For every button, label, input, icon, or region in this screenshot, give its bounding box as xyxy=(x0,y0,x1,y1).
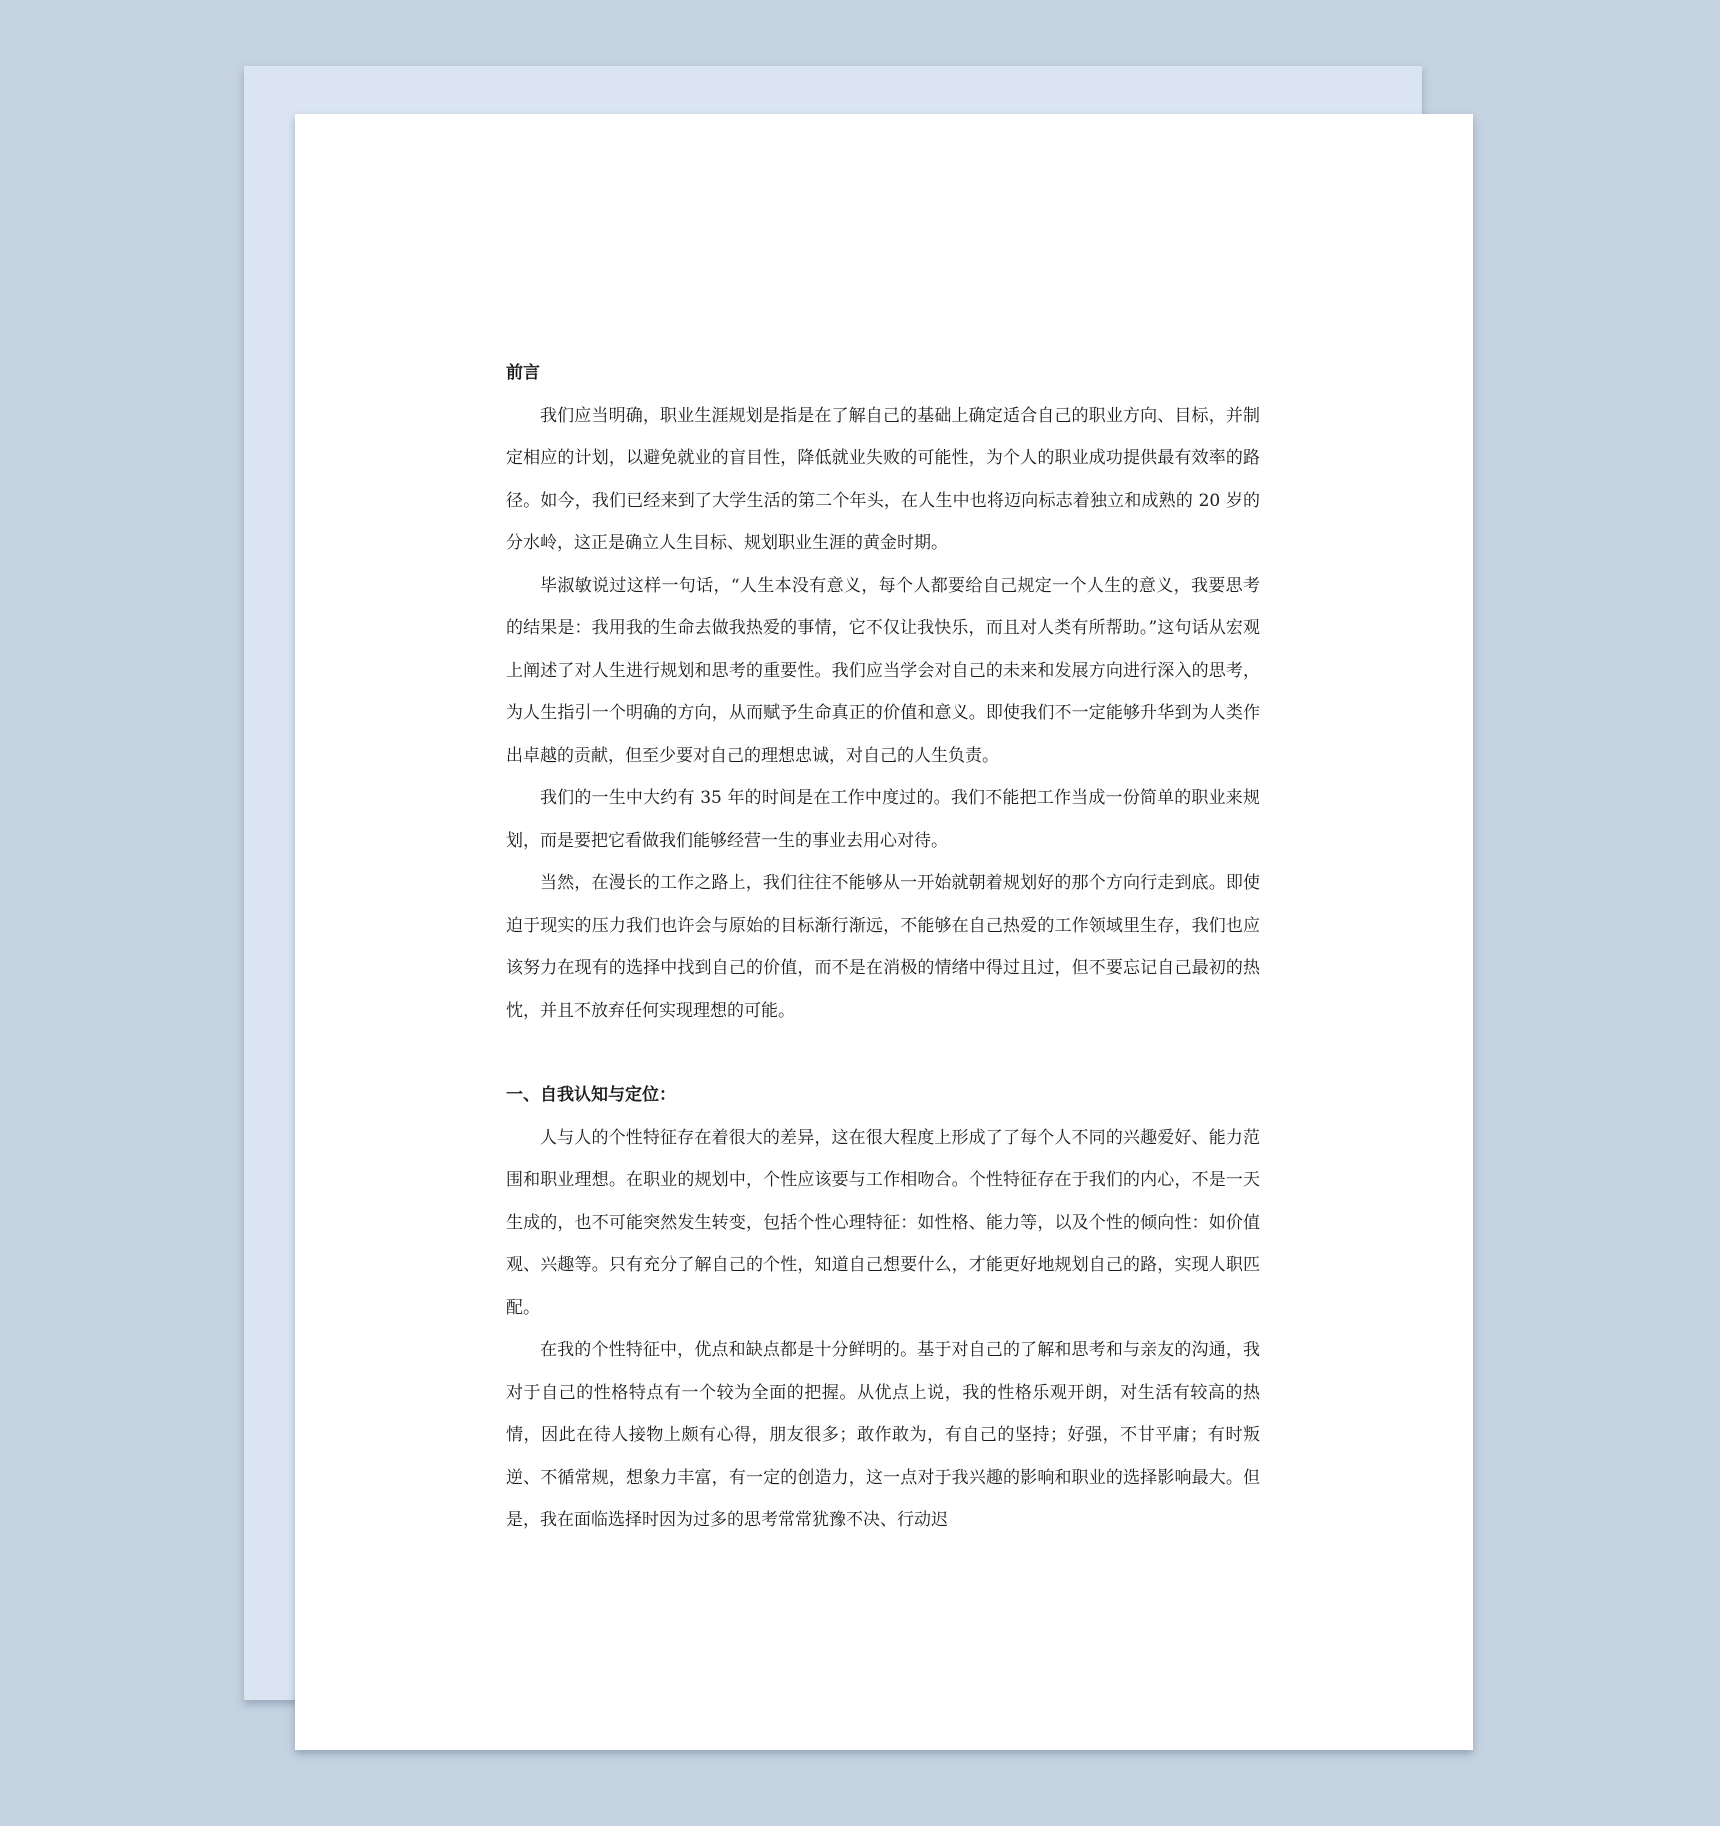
section-1-paragraph-2: 在我的个性特征中，优点和缺点都是十分鲜明的。基于对自己的了解和思考和与亲友的沟通，我对于自己的性格特点有一个较为全面的把握。从优点上说，我的性格乐观开朗，对生活有较高的热情，因此在待人接物上颇有心得，朋友很多；敢作敢为，有自己的坚持；好强，不甘平庸；有时叛逆、不循常规，想象力丰富，有一定的创造力，这一点对于我兴趣的影响和职业的选择影响最大。但是，我在面临选择时因为过多的思考常常犹豫不决、行动迟 xyxy=(506,1340,1260,1530)
document-page xyxy=(295,114,1473,1750)
preface-paragraph-1: 我们应当明确，职业生涯规划是指是在了解自己的基础上确定适合自己的职业方向、目标，并制定相应的计划，以避免就业的盲目性，降低就业失败的可能性，为个人的职业成功提供最有效率的路径。如今，我们已经来到了大学生活的第二个年头，在人生中也将迈向标志着独立和成熟的 20 岁的分水岭，这正是确立人生目标、规划职业生涯的黄金时期。 xyxy=(506,405,1260,553)
section-1-paragraph-1: 人与人的个性特征存在着很大的差异，这在很大程度上形成了了每个人不同的兴趣爱好、能力范围和职业理想。在职业的规划中，个性应该要与工作相吻合。个性特征存在于我们的内心，不是一天生成的，也不可能突然发生转变，包括个性心理特征：如性格、能力等，以及个性的倾向性：如价值观、兴趣等。只有充分了解自己的个性，知道自己想要什么，才能更好地规划自己的路，实现人职匹配。 xyxy=(506,1127,1260,1318)
preface-heading: 前言 xyxy=(506,363,540,383)
section-1-heading: 一、自我认知与定位： xyxy=(506,1085,676,1105)
document-content xyxy=(506,352,1260,1542)
section-spacer xyxy=(506,1032,1260,1074)
preface-paragraph-3: 我们的一生中大约有 35 年的时间是在工作中度过的。我们不能把工作当成一份简单的职业来规划，而是要把它看做我们能够经营一生的事业去用心对待。 xyxy=(506,788,1260,851)
preface-paragraph-2: 毕淑敏说过这样一句话，“人生本没有意义，每个人都要给自己规定一个人生的意义，我要思考的结果是：我用我的生命去做我热爱的事情，它不仅让我快乐，而且对人类有所帮助。”这句话从宏观上阐述了对人生进行规划和思考的重要性。我们应当学会对自己的未来和发展方向进行深入的思考，为人生指引一个明确的方向，从而赋予生命真正的价值和意义。即使我们不一定能够升华到为人类作出卓越的贡献，但至少要对自己的理想忠诚，对自己的人生负责。 xyxy=(506,575,1260,766)
preface-paragraph-4: 当然，在漫长的工作之路上，我们往往不能够从一开始就朝着规划好的那个方向行走到底。即使迫于现实的压力我们也许会与原始的目标渐行渐远，不能够在自己热爱的工作领域里生存，我们也应该努力在现有的选择中找到自己的价值，而不是在消极的情绪中得过且过，但不要忘记自己最初的热忱，并且不放弃任何实现理想的可能。 xyxy=(506,873,1260,1021)
